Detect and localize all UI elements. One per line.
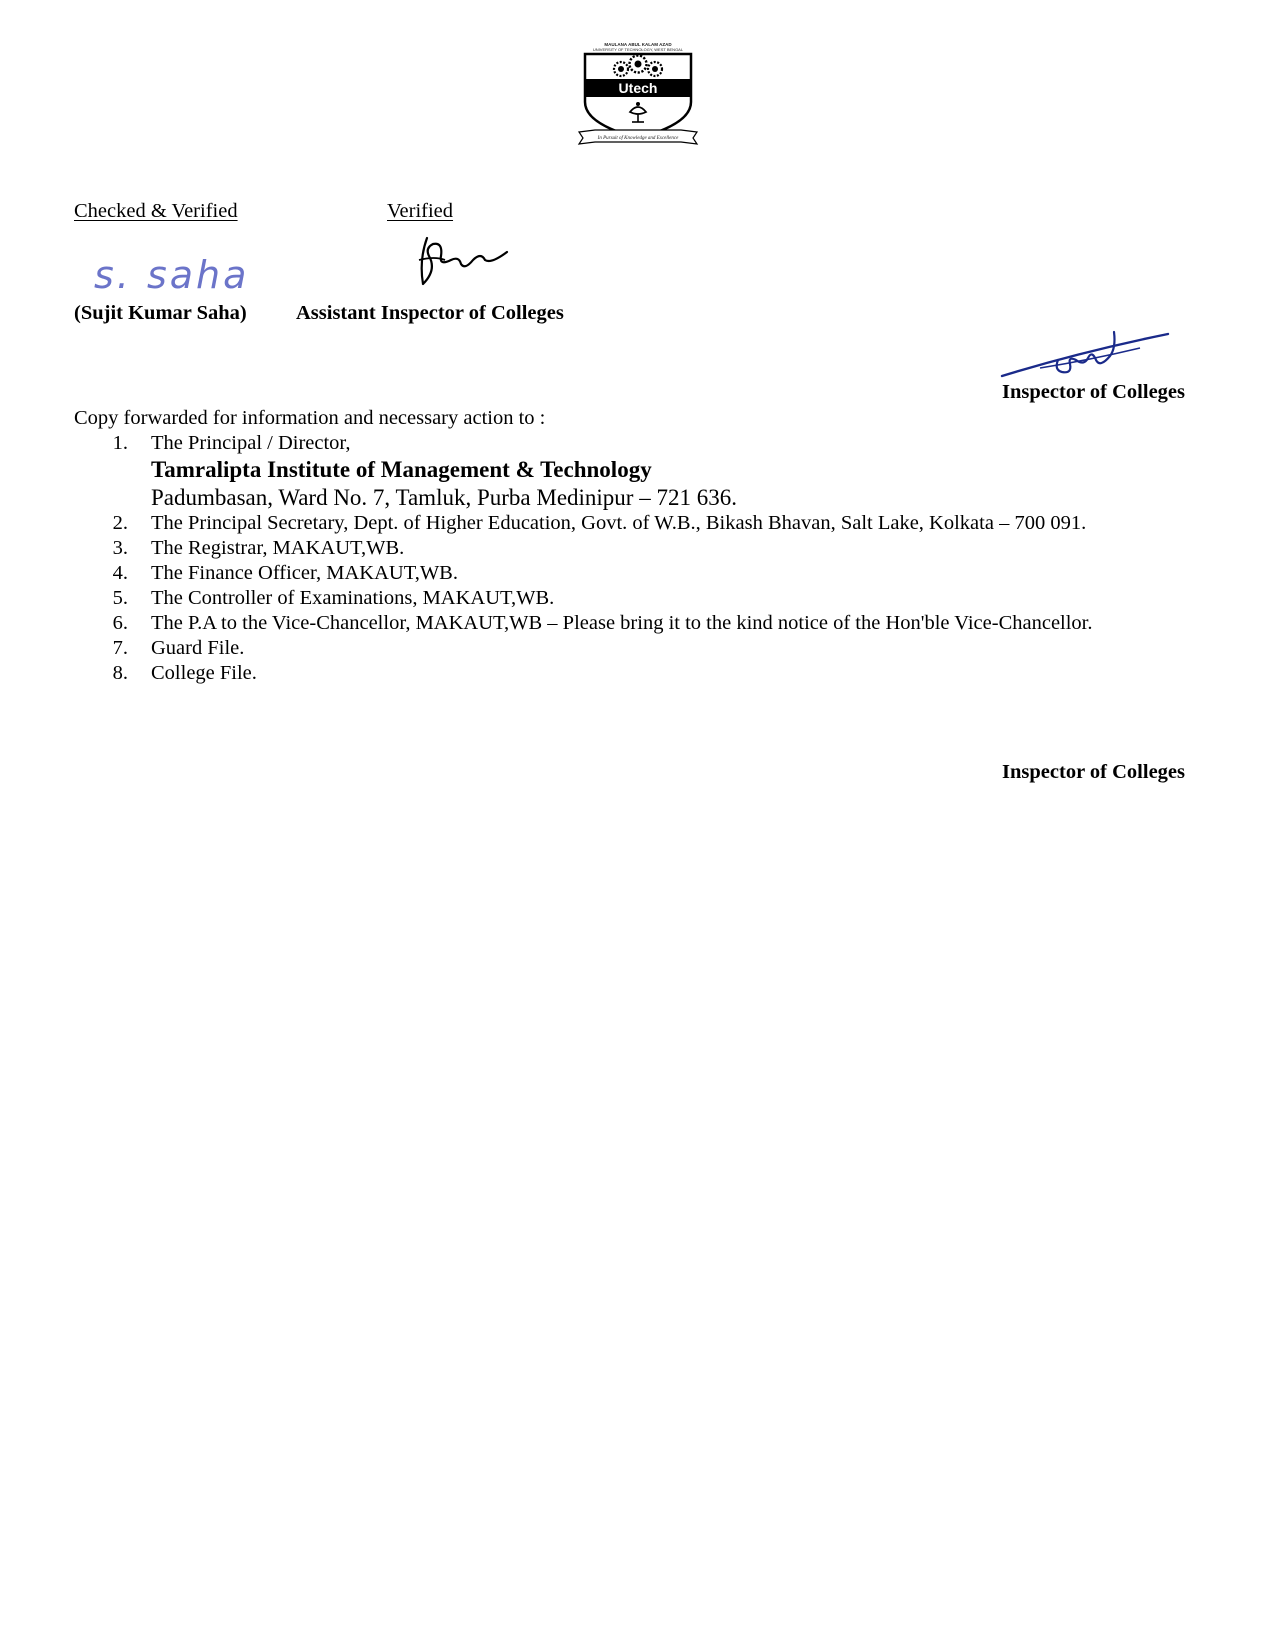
checker-name: (Sujit Kumar Saha) <box>74 302 247 324</box>
verified-label: Verified <box>387 200 454 222</box>
checked-verified-label: Checked & Verified <box>74 200 238 222</box>
svg-text:MAULANA ABUL KALAM AZAD: MAULANA ABUL KALAM AZAD <box>604 42 672 47</box>
svg-text:Utech: Utech <box>618 80 658 96</box>
svg-text:UNIVERSITY OF TECHNOLOGY, WEST: UNIVERSITY OF TECHNOLOGY, WEST BENGAL <box>592 47 684 52</box>
recipient-list: 1. The Principal / Director, Tamralipta Institute of Management & Technology Padumbasan, Ward No. 7, Tamluk, Purba Medinipur – 721 636. 2. The Principal Secretary, Dept. of Higher Education, Govt. of W.B., Bikash Bhavan, Salt Lake, Kolkata – 700 091. 3. The Registrar, MAKAUT,WB. 4. The Finance Officer, MAKAUT,WB. 5. The Controller of Examinations, MAKAUT,WB. 6. The P.A to the Vice-Chancellor, MAKAUT,WB – Please bring it to the kind notice of the Hon'ble Vice-Chancellor. 7. Guard File. 8. College File. <box>112 432 1093 684</box>
inspector-title-bottom: Inspector of Colleges <box>1002 761 1185 783</box>
svg-text:In Pursuit of Knowledge and Ex: In Pursuit of Knowledge and Excellence <box>597 136 679 141</box>
forward-intro: Copy forwarded for information and necessary action to : <box>74 407 546 429</box>
institute-address: Padumbasan, Ward No. 7, Tamluk, Purba Medinipur – 721 636. <box>151 485 737 510</box>
institute-name: Tamralipta Institute of Management & Technology <box>151 457 652 482</box>
svg-text:s. saha: s. saha <box>94 253 250 297</box>
inspector-title-top: Inspector of Colleges <box>1002 381 1185 403</box>
assistant-inspector-title: Assistant Inspector of Colleges <box>296 302 564 324</box>
